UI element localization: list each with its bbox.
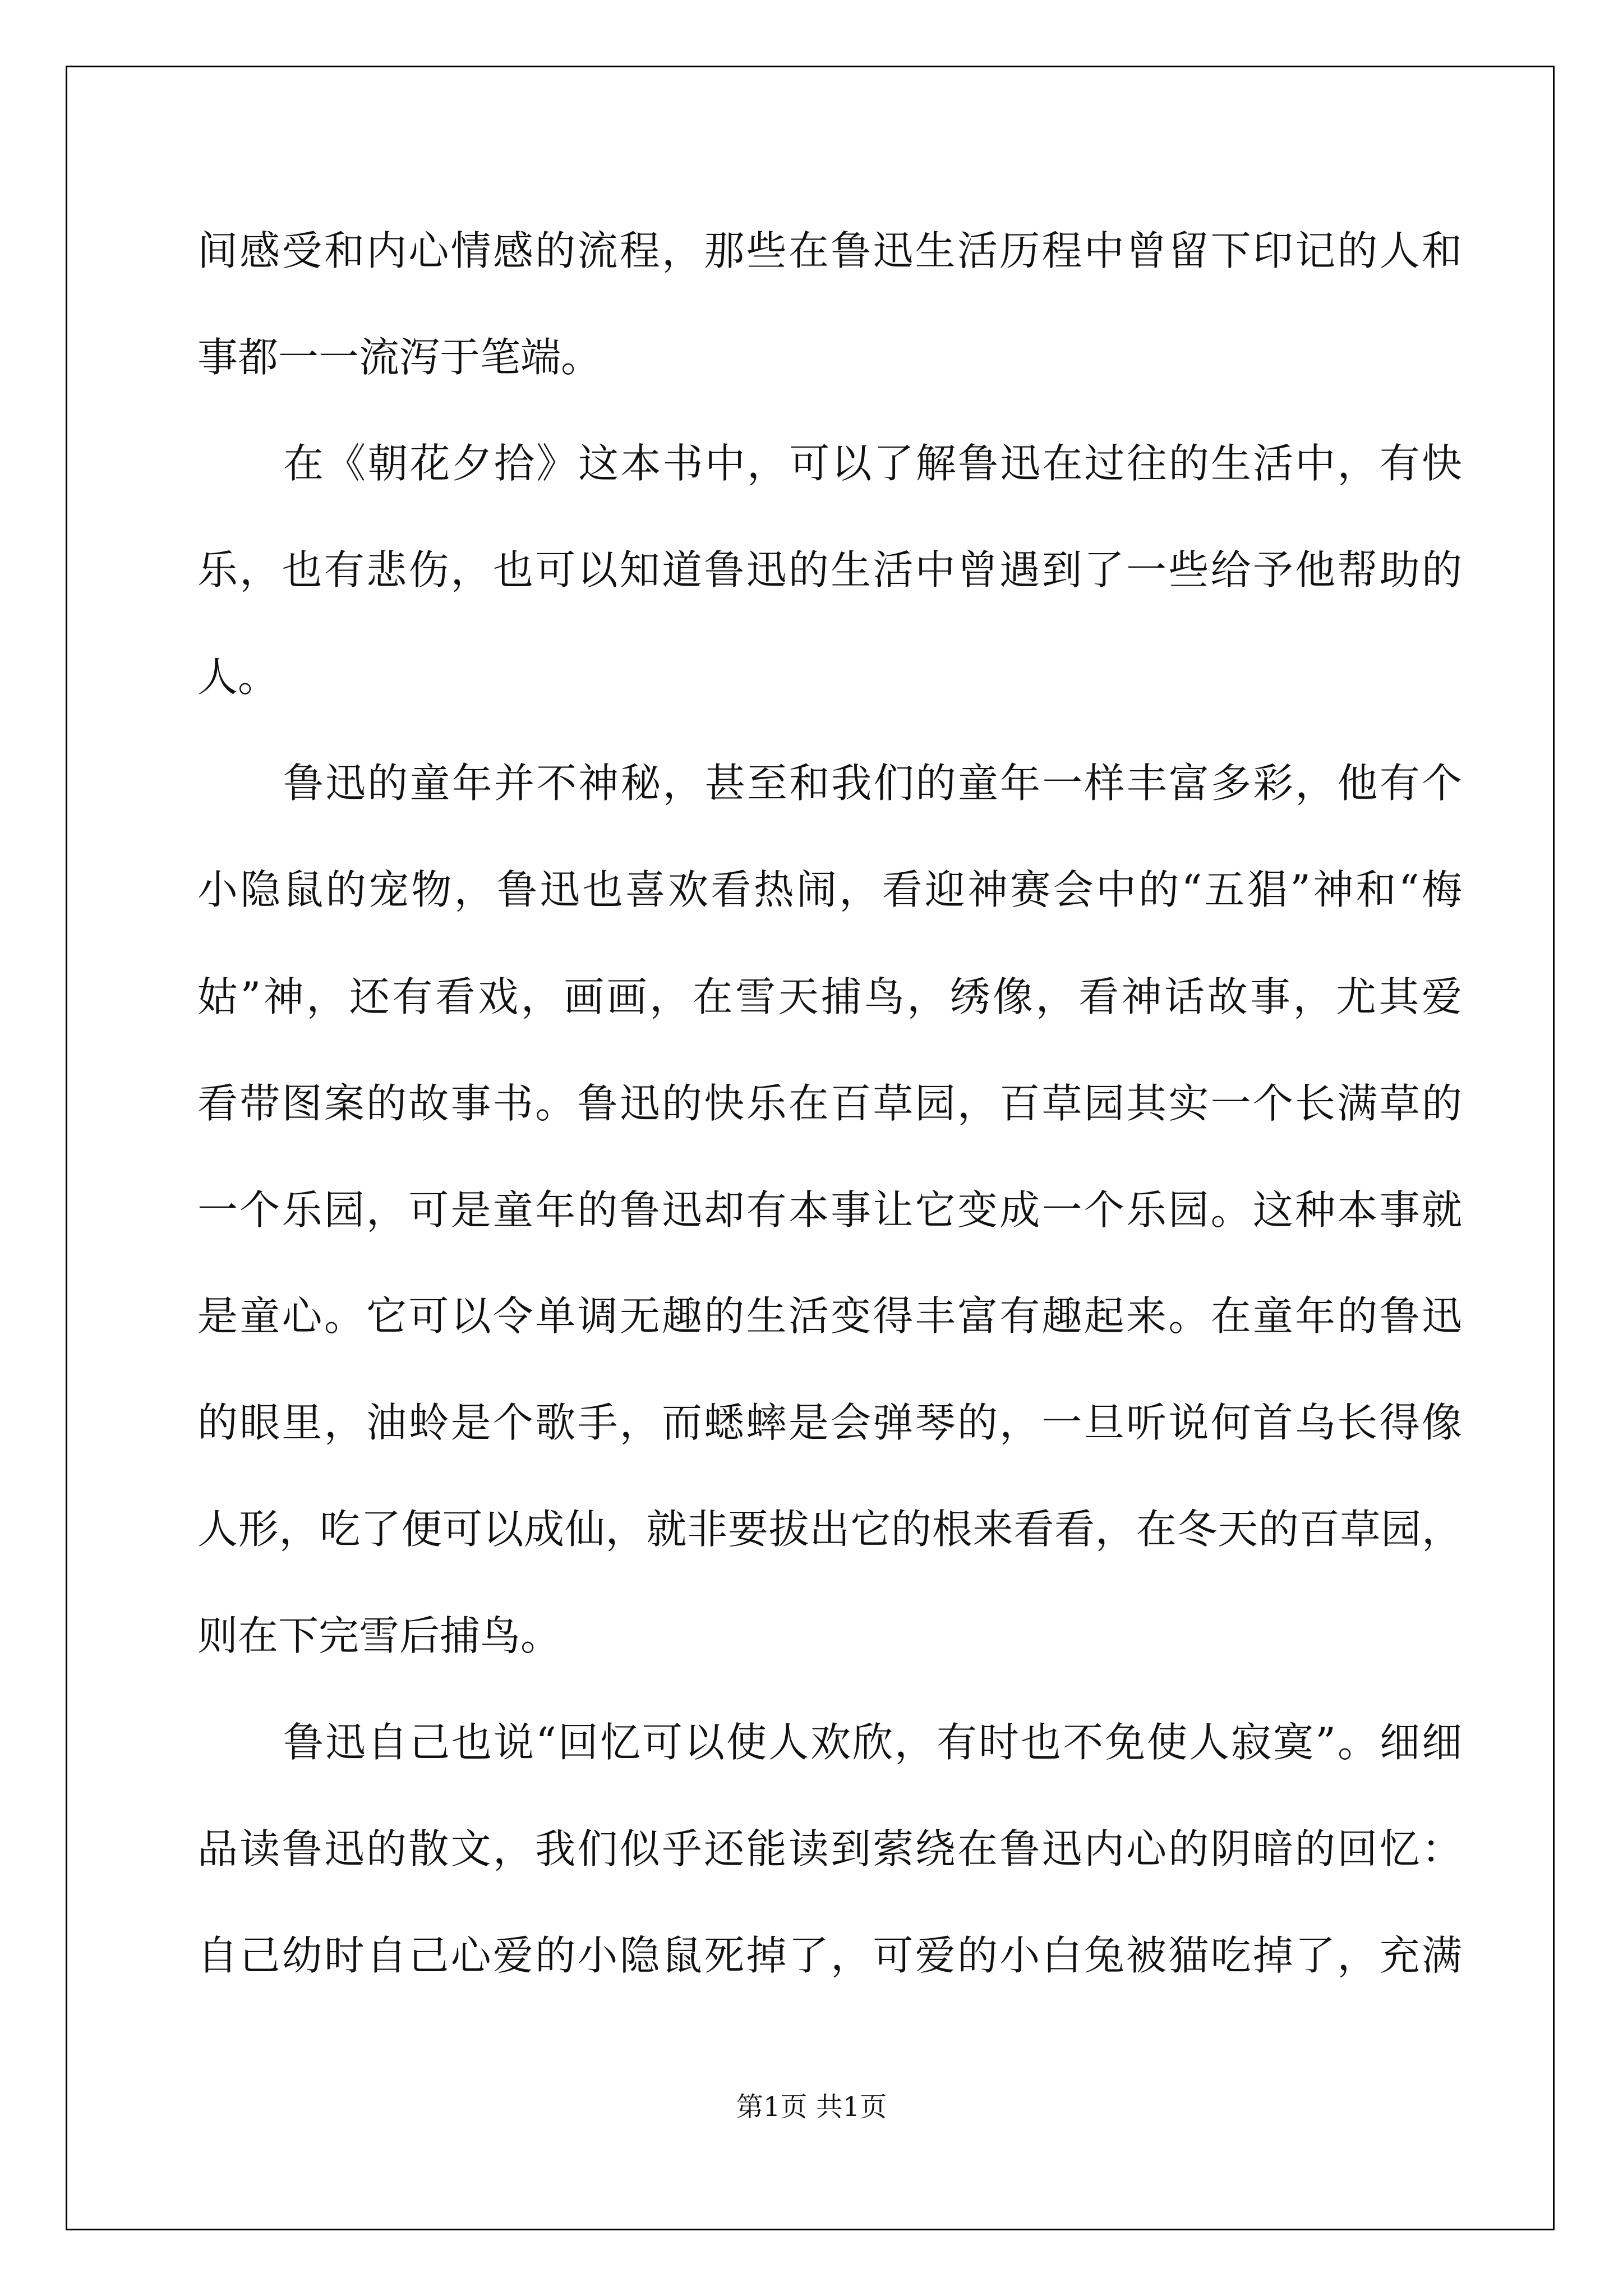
- text-line: 人形，吃了便可以成仙，就非要拔出它的根来看看，在冬天的百草园，: [197, 1506, 1462, 1553]
- text-line: 在《朝花夕拾》这本书中，可以了解鲁迅在过往的生活中，有快: [283, 440, 1462, 487]
- text-line: 看带图案的故事书。鲁迅的快乐在百草园，百草园其实一个长满草的: [197, 1080, 1462, 1127]
- text-line: 则在下完雪后捕鸟。: [197, 1612, 561, 1659]
- text-line: 一个乐园，可是童年的鲁迅却有本事让它变成一个乐园。这种本事就: [197, 1186, 1462, 1234]
- text-line: 自己幼时自己心爱的小隐鼠死掉了，可爱的小白兔被猫吃掉了，充满: [197, 1932, 1462, 1979]
- text-line: 鲁迅自己也说“回忆可以使人欢欣，有时也不免使人寂寞”。细细: [283, 1719, 1462, 1766]
- page-number-footer: 第1页 共1页: [736, 2091, 887, 2123]
- text-line: 鲁迅的童年并不神秘，甚至和我们的童年一样丰富多彩，他有个: [283, 760, 1462, 807]
- page-border: [66, 66, 1555, 2230]
- text-line: 品读鲁迅的散文，我们似乎还能读到萦绕在鲁迅内心的阴暗的回忆：: [197, 1825, 1462, 1872]
- text-line: 是童心。它可以令单调无趣的生活变得丰富有趣起来。在童年的鲁迅: [197, 1292, 1462, 1340]
- text-line: 事都一一流泻于笔端。: [197, 334, 602, 381]
- text-line: 间感受和内心情感的流程，那些在鲁迅生活历程中曾留下印记的人和: [197, 227, 1462, 274]
- text-line: 的眼里，油蛉是个歌手，而蟋蟀是会弹琴的，一旦听说何首乌长得像: [197, 1399, 1462, 1446]
- text-line: 乐，也有悲伤，也可以知道鲁迅的生活中曾遇到了一些给予他帮助的: [197, 546, 1462, 593]
- text-line: 姑”神，还有看戏，画画，在雪天捕鸟，绣像，看神话故事，尤其爱: [197, 973, 1462, 1020]
- text-line: 小隐鼠的宠物，鲁迅也喜欢看热闹，看迎神赛会中的“五猖”神和“梅: [197, 866, 1462, 913]
- text-line: 人。: [197, 654, 279, 701]
